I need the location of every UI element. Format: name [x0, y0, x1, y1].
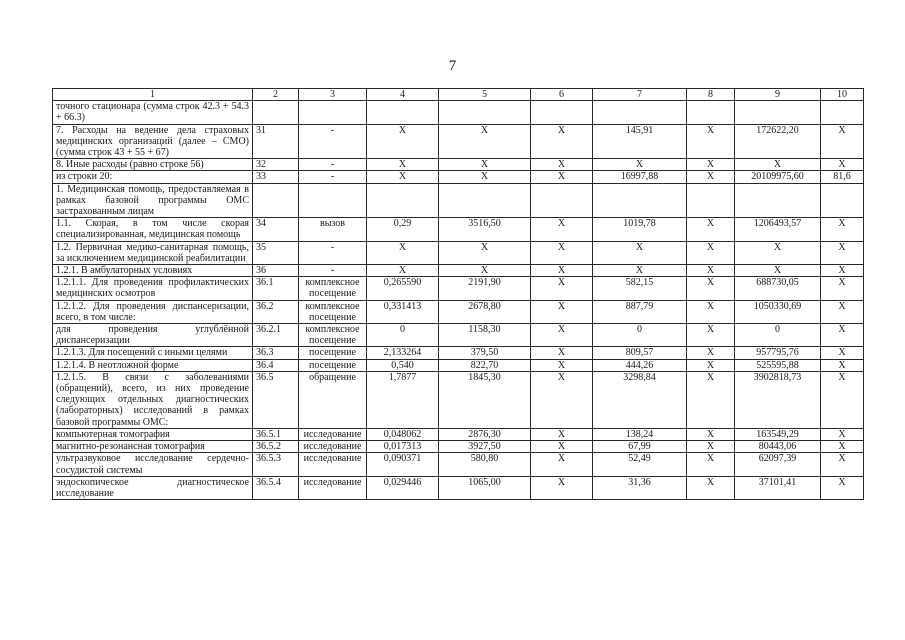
row-cell: 2678,80	[439, 300, 531, 323]
row-cell: 145,91	[593, 124, 687, 159]
row-cell: 1,7877	[367, 371, 439, 428]
row-cell	[735, 101, 821, 124]
row-cell: X	[687, 171, 735, 183]
row-cell: -	[299, 159, 367, 171]
row-label: для проведения углублённой диспансеризации	[53, 324, 253, 347]
row-cell: X	[687, 265, 735, 277]
row-cell: X	[687, 371, 735, 428]
row-cell: -	[299, 241, 367, 264]
row-cell: 36.2.1	[253, 324, 299, 347]
row-cell: X	[531, 453, 593, 476]
row-cell: исследование	[299, 441, 367, 453]
row-cell: 35	[253, 241, 299, 264]
row-cell: X	[687, 218, 735, 241]
header-cell: 8	[687, 89, 735, 101]
row-cell: 1845,30	[439, 371, 531, 428]
row-cell: 0,048062	[367, 428, 439, 440]
row-cell: 37101,41	[735, 476, 821, 499]
row-cell: 0	[735, 324, 821, 347]
row-cell: 62097,39	[735, 453, 821, 476]
row-cell: 31,36	[593, 476, 687, 499]
header-cell: 10	[821, 89, 864, 101]
row-label: 1.2.1.4. В неотложной форме	[53, 359, 253, 371]
row-label: точного стационара (сумма строк 42.3 + 54.3 + 66.3)	[53, 101, 253, 124]
header-cell: 9	[735, 89, 821, 101]
row-cell: X	[593, 159, 687, 171]
row-label: 1.1. Скорая, в том числе скорая специализированная, медицинская помощь	[53, 218, 253, 241]
header-cell: 5	[439, 89, 531, 101]
table-row	[53, 101, 864, 124]
row-cell: X	[821, 428, 864, 440]
row-cell: 0,540	[367, 359, 439, 371]
table-row	[53, 359, 864, 371]
table-row	[53, 171, 864, 183]
row-cell: 1158,30	[439, 324, 531, 347]
row-cell: X	[439, 265, 531, 277]
row-cell: X	[687, 241, 735, 264]
row-cell: 525595,88	[735, 359, 821, 371]
row-cell: исследование	[299, 476, 367, 499]
row-cell: X	[821, 218, 864, 241]
row-cell: 80443,06	[735, 441, 821, 453]
row-cell	[439, 101, 531, 124]
row-cell: 32	[253, 159, 299, 171]
row-cell: 3298,84	[593, 371, 687, 428]
row-cell: X	[687, 453, 735, 476]
row-cell	[593, 183, 687, 218]
header-cell: 1	[53, 89, 253, 101]
row-cell	[439, 183, 531, 218]
row-cell: X	[531, 371, 593, 428]
row-cell: комплексное посещение	[299, 277, 367, 300]
row-label: из строки 20:	[53, 171, 253, 183]
row-cell: 1019,78	[593, 218, 687, 241]
row-label: 1.2. Первичная медико-санитарная помощь, за исключением медицинской реабилитации	[53, 241, 253, 264]
row-cell: X	[687, 300, 735, 323]
row-cell: 582,15	[593, 277, 687, 300]
row-cell: 36.3	[253, 347, 299, 359]
row-cell: X	[439, 241, 531, 264]
row-cell: X	[687, 347, 735, 359]
row-cell: -	[299, 265, 367, 277]
row-cell: 34	[253, 218, 299, 241]
row-cell: комплексное посещение	[299, 300, 367, 323]
row-cell: 887,79	[593, 300, 687, 323]
row-cell: 379,50	[439, 347, 531, 359]
table-row	[53, 159, 864, 171]
row-cell: 3516,50	[439, 218, 531, 241]
row-cell: исследование	[299, 453, 367, 476]
row-cell: 31	[253, 124, 299, 159]
row-label: эндоскопическое диагностическое исследование	[53, 476, 253, 499]
row-cell: X	[687, 124, 735, 159]
table-row	[53, 324, 864, 347]
row-cell: 0,331413	[367, 300, 439, 323]
row-cell: X	[821, 453, 864, 476]
row-cell	[821, 101, 864, 124]
row-cell: X	[531, 124, 593, 159]
row-cell: 580,80	[439, 453, 531, 476]
row-cell	[687, 101, 735, 124]
row-cell	[367, 183, 439, 218]
row-cell: X	[821, 476, 864, 499]
row-cell: X	[531, 277, 593, 300]
row-label: 8. Иные расходы (равно строке 56)	[53, 159, 253, 171]
row-cell: обращение	[299, 371, 367, 428]
header-cell: 7	[593, 89, 687, 101]
row-cell	[531, 101, 593, 124]
row-cell: исследование	[299, 428, 367, 440]
table-row	[53, 183, 864, 218]
header-row	[53, 89, 864, 101]
row-cell: X	[687, 441, 735, 453]
row-cell: 16997,88	[593, 171, 687, 183]
row-cell: X	[531, 347, 593, 359]
row-cell: 3902818,73	[735, 371, 821, 428]
row-cell: 36.1	[253, 277, 299, 300]
row-cell: X	[593, 241, 687, 264]
table-row	[53, 453, 864, 476]
row-cell: X	[821, 441, 864, 453]
row-cell: 36.2	[253, 300, 299, 323]
table-row	[53, 241, 864, 264]
row-cell: X	[821, 324, 864, 347]
row-cell: 0,029446	[367, 476, 439, 499]
row-cell: 36.5.2	[253, 441, 299, 453]
row-cell: 822,70	[439, 359, 531, 371]
row-cell: X	[687, 359, 735, 371]
row-cell	[367, 101, 439, 124]
row-cell: посещение	[299, 359, 367, 371]
table-row	[53, 476, 864, 499]
row-cell: 1065,00	[439, 476, 531, 499]
table-row	[53, 277, 864, 300]
row-cell: X	[821, 241, 864, 264]
row-cell: X	[531, 428, 593, 440]
page-number: 7	[448, 58, 457, 74]
row-cell: X	[687, 428, 735, 440]
row-label: 1.2.1. В амбулаторных условиях	[53, 265, 253, 277]
row-cell: X	[821, 300, 864, 323]
row-cell: X	[439, 159, 531, 171]
row-cell: X	[687, 476, 735, 499]
row-cell: X	[687, 324, 735, 347]
row-cell: X	[531, 441, 593, 453]
row-cell: X	[593, 265, 687, 277]
table-row	[53, 124, 864, 159]
row-label: ультразвуковое исследование сердечно-сосудистой системы	[53, 453, 253, 476]
row-label: 1.2.1.1. Для проведения профилактических медицинских осмотров	[53, 277, 253, 300]
row-cell: X	[531, 300, 593, 323]
tariff-table	[52, 88, 864, 500]
row-cell: 0	[367, 324, 439, 347]
row-cell: 52,49	[593, 453, 687, 476]
row-cell: X	[821, 124, 864, 159]
row-cell: 1206493,57	[735, 218, 821, 241]
row-cell	[593, 101, 687, 124]
row-cell: 1050330,69	[735, 300, 821, 323]
row-label: магнитно-резонансная томография	[53, 441, 253, 453]
row-cell: 0,29	[367, 218, 439, 241]
table-row	[53, 218, 864, 241]
row-cell: X	[687, 277, 735, 300]
row-cell: -	[299, 124, 367, 159]
row-cell: X	[735, 265, 821, 277]
row-cell: X	[367, 159, 439, 171]
row-cell: 0,090371	[367, 453, 439, 476]
row-cell: 81,6	[821, 171, 864, 183]
row-cell: X	[439, 124, 531, 159]
row-cell: X	[531, 241, 593, 264]
row-cell: 2191,90	[439, 277, 531, 300]
row-cell: X	[439, 171, 531, 183]
header-cell: 3	[299, 89, 367, 101]
row-cell: X	[821, 265, 864, 277]
row-cell: X	[821, 371, 864, 428]
row-cell: -	[299, 171, 367, 183]
row-cell: 809,57	[593, 347, 687, 359]
row-cell: X	[367, 124, 439, 159]
row-cell: X	[367, 241, 439, 264]
row-cell: X	[531, 265, 593, 277]
row-cell: 3927,50	[439, 441, 531, 453]
row-cell: 2876,30	[439, 428, 531, 440]
header-cell: 6	[531, 89, 593, 101]
row-cell: X	[821, 277, 864, 300]
header-cell: 2	[253, 89, 299, 101]
row-cell: 172622,20	[735, 124, 821, 159]
row-cell: вызов	[299, 218, 367, 241]
row-cell: 67,99	[593, 441, 687, 453]
row-cell	[299, 183, 367, 218]
row-label: 1. Медицинская помощь, предоставляемая в рамках базовой программы ОМС застрахованным лицам	[53, 183, 253, 218]
row-cell	[735, 183, 821, 218]
row-cell: 0,265590	[367, 277, 439, 300]
row-cell: 2,133264	[367, 347, 439, 359]
table-row	[53, 371, 864, 428]
row-cell	[253, 183, 299, 218]
row-cell	[687, 183, 735, 218]
row-cell: 688730,05	[735, 277, 821, 300]
row-cell: X	[821, 359, 864, 371]
row-cell	[299, 101, 367, 124]
row-cell: X	[735, 241, 821, 264]
row-cell: X	[531, 171, 593, 183]
row-cell: комплексное посещение	[299, 324, 367, 347]
row-cell: X	[367, 171, 439, 183]
row-cell: X	[531, 324, 593, 347]
table-row	[53, 441, 864, 453]
row-cell: 0	[593, 324, 687, 347]
table-row	[53, 300, 864, 323]
row-cell	[821, 183, 864, 218]
row-label: 1.2.1.5. В связи с заболеваниями (обращений), всего, из них проведение следующих отдельных диагностических (лабораторных) исследований в рамках базовой программы ОМС:	[53, 371, 253, 428]
row-cell: 957795,76	[735, 347, 821, 359]
row-cell: 36.5.3	[253, 453, 299, 476]
row-label: 7. Расходы на ведение дела страховых медицинских организаций (далее – СМО) (сумма строк 43 + 55 + 67)	[53, 124, 253, 159]
row-cell: 20109975,60	[735, 171, 821, 183]
table-row	[53, 347, 864, 359]
row-label: компьютерная томография	[53, 428, 253, 440]
row-cell: X	[531, 159, 593, 171]
row-cell: 138,24	[593, 428, 687, 440]
header-cell: 4	[367, 89, 439, 101]
row-cell: X	[531, 359, 593, 371]
row-cell: X	[821, 347, 864, 359]
row-cell: 36.4	[253, 359, 299, 371]
row-cell: X	[531, 476, 593, 499]
table-row	[53, 428, 864, 440]
row-cell: посещение	[299, 347, 367, 359]
row-cell: 36.5.4	[253, 476, 299, 499]
row-cell: 163549,29	[735, 428, 821, 440]
row-cell	[253, 101, 299, 124]
row-label: 1.2.1.3. Для посещений с иными целями	[53, 347, 253, 359]
row-cell: 36.5.1	[253, 428, 299, 440]
row-label: 1.2.1.2. Для проведения диспансеризации, всего, в том числе:	[53, 300, 253, 323]
row-cell: X	[821, 159, 864, 171]
row-cell: 33	[253, 171, 299, 183]
row-cell: X	[735, 159, 821, 171]
row-cell: X	[531, 218, 593, 241]
row-cell: 36	[253, 265, 299, 277]
row-cell: X	[687, 159, 735, 171]
row-cell: X	[367, 265, 439, 277]
row-cell: 0,017313	[367, 441, 439, 453]
row-cell: 36.5	[253, 371, 299, 428]
row-cell	[531, 183, 593, 218]
table-row	[53, 265, 864, 277]
row-cell: 444,26	[593, 359, 687, 371]
